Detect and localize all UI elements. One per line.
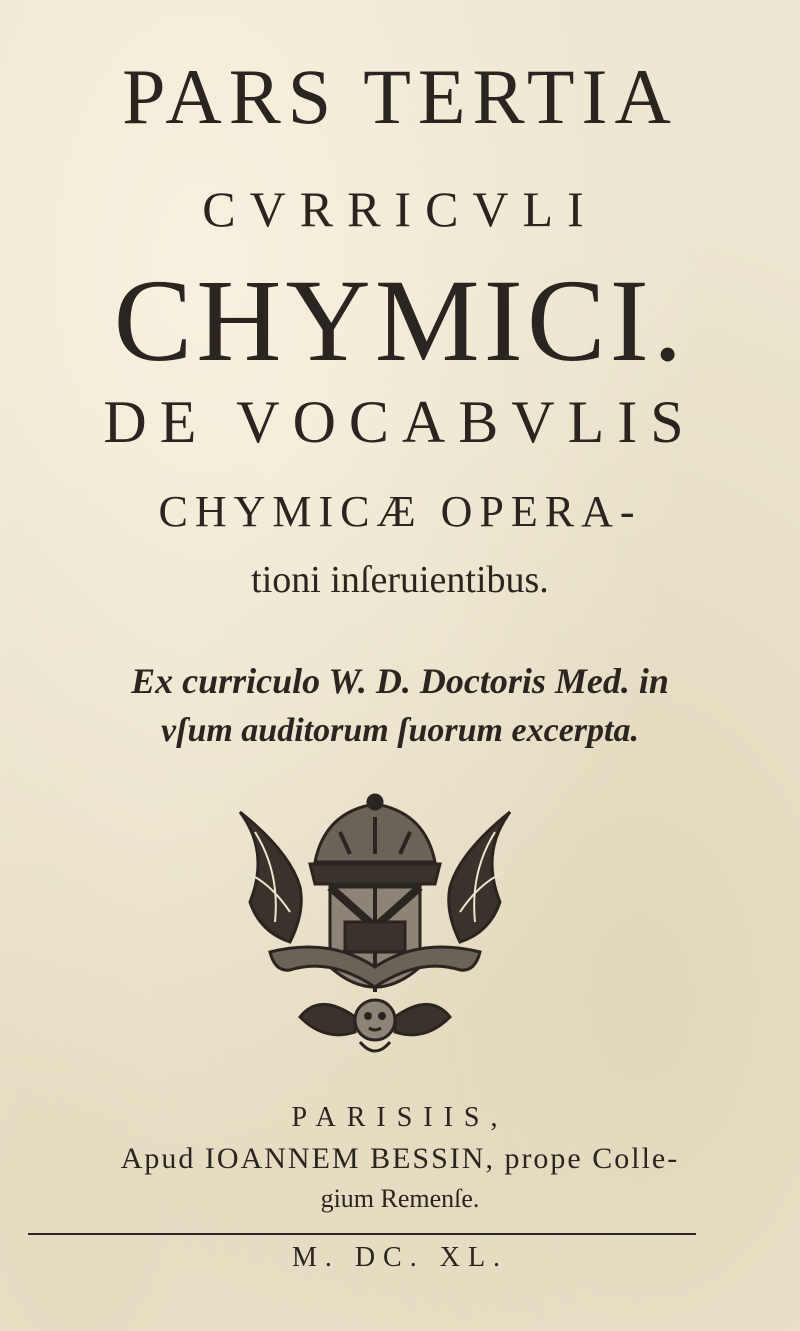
printer-device-emblem-icon <box>230 792 520 1062</box>
imprint-place: PARISIIS, <box>291 1102 509 1133</box>
author-line-1: Ex curriculo W. D. Doctoris Med. in <box>131 661 669 701</box>
imprint-date: M. DC. XL. <box>291 1242 509 1273</box>
imprint-divider <box>28 1233 696 1235</box>
title-line-6: tioni inſeruientibus. <box>251 559 549 601</box>
title-line-4: DE VOCABVLIS <box>103 389 697 455</box>
title-line-3: CHYMICI. <box>113 255 687 386</box>
title-line-1: PARS TERTIA <box>122 53 678 140</box>
imprint-printer-continued: gium Remenſe. <box>320 1184 480 1213</box>
author-line-2: vſum auditorum ſuorum excerpta. <box>161 712 639 749</box>
imprint-printer: Apud IOANNEM BESSIN, prope Colle- <box>120 1142 680 1175</box>
title-line-2: CVRRICVLI <box>202 181 598 237</box>
title-line-5: CHYMICÆ OPERA- <box>158 487 642 536</box>
